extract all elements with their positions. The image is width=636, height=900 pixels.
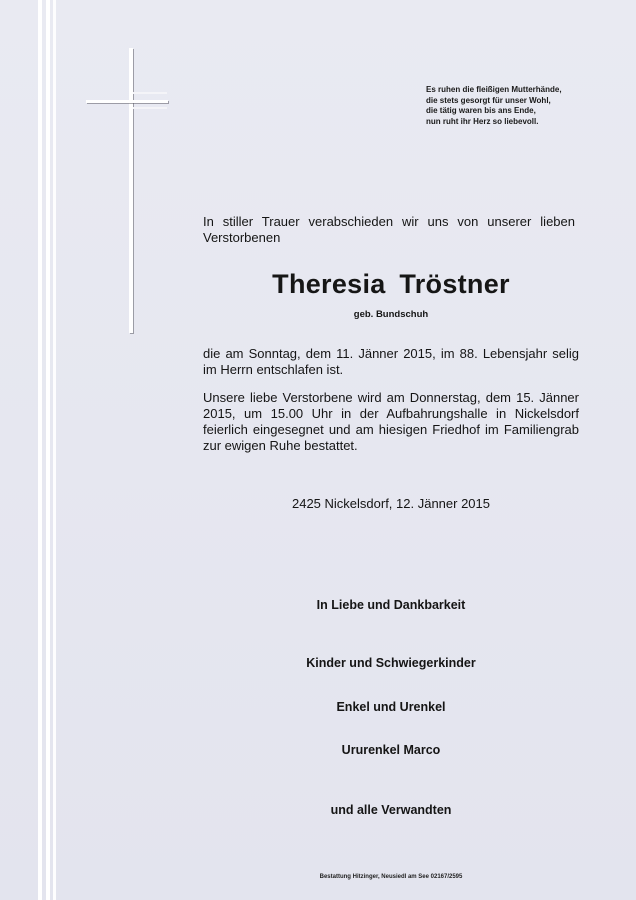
mourner-line: Ururenkel Marco — [341, 743, 441, 757]
motto-line: die stets gesorgt für unser Wohl, — [426, 95, 551, 105]
mourner-line: In Liebe und Dankbarkeit — [316, 598, 466, 612]
motto-line: die tätig waren bis ans Ende, — [426, 106, 536, 115]
funeral-home-footer: Bestattung Hitzinger, Neusiedl am See 02167/2595 — [319, 874, 463, 880]
birth-name: geb. Bundschuh — [353, 309, 429, 320]
motto-line: Es ruhen die fleißigen Mutterhände, — [426, 85, 562, 94]
death-notice-paragraph: die am Sonntag, dem 11. Jänner 2015, im 88. Lebensjahr selig im Herrn entschlafen ist. — [203, 346, 579, 377]
place-date: 2425 Nickelsdorf, 12. Jänner 2015 — [291, 496, 490, 511]
decorative-stripe — [38, 0, 42, 900]
motto-line: nun ruht ihr Herz so liebevoll. — [426, 116, 539, 126]
deceased-name: Theresia Tröstner — [272, 269, 510, 299]
mourner-line: und alle Verwandten — [330, 803, 452, 817]
mourner-line: Kinder und Schwiegerkinder — [306, 656, 476, 670]
funeral-details-paragraph: Unsere liebe Verstorbene wird am Donnerstag, dem 15. Jänner 2015, um 15.00 Uhr in der Aufbahrungshalle in Nickelsdorf feierlich eingesegnet und am hiesigen Friedhof im Familiengrab zur ewigen Ruhe bestattet. — [203, 390, 579, 453]
decorative-stripe — [53, 0, 56, 900]
decorative-stripe — [46, 0, 50, 900]
mourner-line: Enkel und Urenkel — [336, 700, 446, 714]
intro-text: In stiller Trauer verabschieden wir uns von unserer lieben Verstorbenen — [203, 214, 575, 245]
motto-verse — [426, 85, 596, 127]
